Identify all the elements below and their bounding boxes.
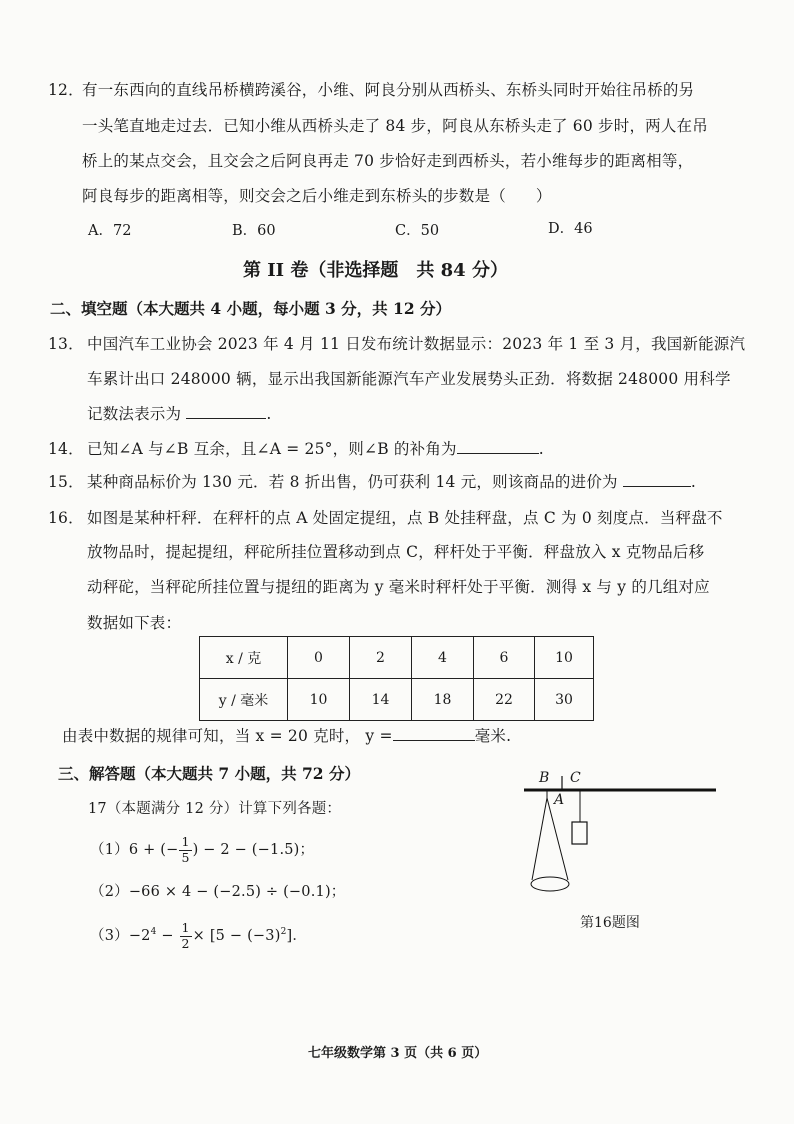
table-cell: 14 (350, 679, 412, 721)
xy-data-table (199, 636, 594, 721)
table-header-y: y / 毫米 (200, 679, 288, 721)
q16-line-3: 动秤砣，当秤砣所挂位置与提纽的距离为 y 毫米时秤杆处于平衡．测得 x 与 y 的几组对应 (87, 578, 710, 596)
label-c: C (570, 770, 581, 786)
q15-text: 某种商品标价为 130 元．若 8 折出售，仍可获利 14 元，则该商品的进价为 . (87, 473, 697, 491)
section3-heading: 三、解答题（本大题共 7 小题，共 72 分） (58, 764, 360, 783)
q12-line-3: 桥上的某点交会，且交会之后阿良再走 70 步恰好走到西桥头，若小维每步的距离相等， (82, 152, 694, 170)
table-cell: 10 (288, 679, 350, 721)
q12-line-2: 一头笔直地走过去．已知小维从西桥头走了 84 步，阿良从东桥头走了 60 步时，两人在吊 (82, 117, 708, 135)
figure-caption: 第16题图 (580, 915, 640, 931)
q14-number: 14． (48, 440, 84, 458)
part2-title: 第 II 卷（非选择题 共 84 分） (243, 260, 508, 281)
q14-answer-blank[interactable] (457, 439, 539, 454)
table-cell: 22 (474, 679, 535, 721)
pan-string-left (532, 798, 547, 880)
label-b: B (539, 770, 550, 786)
q16-line-4: 数据如下表： (87, 614, 182, 632)
page-footer: 七年级数学第 3 页（共 6 页） (308, 1046, 488, 1061)
scale-pan (531, 877, 569, 891)
steelyard-figure (520, 770, 720, 910)
q12-line-1: 有一东西向的直线吊桥横跨溪谷，小维、阿良分别从西桥头、东桥头同时开始往吊桥的另 (82, 81, 695, 99)
table-cell: 0 (288, 637, 350, 679)
pan-string-right (547, 798, 568, 880)
q15-answer-blank[interactable] (623, 472, 691, 487)
table-cell: 18 (412, 679, 474, 721)
table-cell: 2 (350, 637, 412, 679)
q16-line-1: 如图是某种杆秤．在秤杆的点 A 处固定提纽，点 B 处挂秤盘，点 C 为 0 刻度点．当秤盘不 (87, 509, 723, 527)
table-row-y (200, 679, 594, 721)
table-row-x (200, 637, 594, 679)
q14-text: 已知∠A 与∠B 互余，且∠A = 25°，则∠B 的补角为 . (87, 440, 544, 458)
option-a: A．72 (88, 223, 132, 239)
table-header-x: x / 克 (200, 637, 288, 679)
q12-number: 12． (48, 81, 84, 99)
q16-conclusion: 由表中数据的规律可知，当 x = 20 克时， y = 毫米. (62, 727, 512, 745)
q16-line-2: 放物品时，提起提纽，秤砣所挂位置移动到点 C，秤杆处于平衡．秤盘放入 x 克物品后移 (87, 543, 705, 561)
q13-answer-blank[interactable] (186, 404, 266, 419)
option-d: D．46 (548, 221, 593, 237)
fraction-one-half: $\frac{1}{2}$ (181, 920, 190, 951)
table-cell: 4 (412, 637, 474, 679)
q13-line-1: 中国汽车工业协会 2023 年 4 月 11 日发布统计数据显示：2023 年 1 至 3 月，我国新能源汽 (87, 335, 746, 353)
q13-line-2: 车累计出口 248000 辆，显示出我国新能源汽车产业发展势头正劲．将数据 248000 用科学 (87, 370, 731, 388)
steelyard-diagram (520, 770, 720, 910)
q16-number: 16． (48, 509, 84, 527)
q17-part3: $(3)-2^4$ − $\frac{1}{2}$ × $[5 - (-3)^2]$． (90, 920, 308, 951)
q16-answer-blank[interactable] (393, 726, 475, 741)
table-cell: 6 (474, 637, 535, 679)
option-b: B．60 (232, 223, 276, 239)
option-c: C．50 (395, 223, 440, 239)
table-cell: 30 (535, 679, 594, 721)
table-cell: 10 (535, 637, 594, 679)
section2-heading: 二、填空题（本大题共 4 小题，每小题 3 分，共 12 分） (50, 299, 452, 318)
counterweight (572, 822, 587, 844)
label-a: A (554, 792, 565, 808)
q15-number: 15． (48, 473, 84, 491)
q17-part2: （2）−66 × 4 − (−2.5) ÷ (−0.1)； (90, 884, 346, 900)
q13-line-3: 记数法表示为 . (87, 405, 272, 423)
q13-number: 13． (48, 335, 84, 353)
q12-line-4: 阿良每步的距离相等，则交会之后小维走到东桥头的步数是（ ） (82, 187, 552, 205)
q17-intro: 17（本题满分 12 分）计算下列各题： (88, 801, 342, 817)
fraction-one-fifth: $\frac{1}{5}$ (181, 834, 190, 865)
q17-part1: （1）6 + (− $\frac{1}{5}$ ) − 2 − (−1.5)； (90, 834, 315, 865)
